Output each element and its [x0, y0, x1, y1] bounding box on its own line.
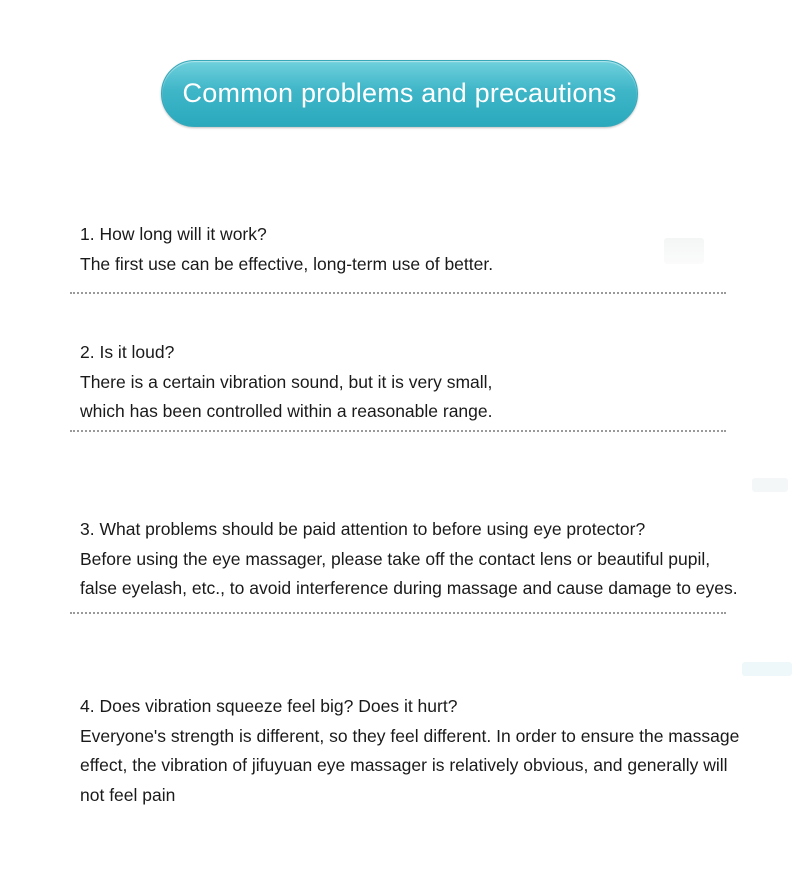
faq-question: 3. What problems should be paid attention to before using eye protector?: [80, 519, 646, 539]
faq-item-2: [80, 338, 780, 427]
faq-answer-line: not feel pain: [80, 784, 176, 805]
section-title: Common problems and precautions: [182, 78, 617, 108]
faq-item-3: [80, 515, 780, 604]
faq-answer-line: The first use can be effective, long-term use of better.: [80, 253, 494, 274]
faq-answer-line: false eyelash, etc., to avoid interference during massage and cause damage to eyes.: [80, 578, 738, 598]
faq-answer-line: Everyone's strength is different, so they feel different. In order to ensure the massage: [80, 725, 740, 746]
faq-item-4: [80, 692, 780, 810]
faq-answer-line: There is a certain vibration sound, but it is very small,: [80, 371, 493, 392]
faq-answer-line: which has been controlled within a reasonable range.: [80, 401, 493, 421]
faint-watermark-mark: [752, 478, 788, 492]
faq-question: 1. How long will it work?: [80, 224, 267, 244]
faq-question: 4. Does vibration squeeze feel big? Does it hurt?: [80, 696, 458, 716]
faq-item-1: [80, 220, 780, 279]
dotted-divider: [70, 292, 726, 294]
dotted-divider: [70, 612, 726, 614]
section-title-banner: [161, 60, 638, 127]
faint-watermark-mark: [742, 662, 792, 676]
faq-question: 2. Is it loud?: [80, 342, 175, 362]
faq-answer-line: Before using the eye massager, please take off the contact lens or beautiful pupil,: [80, 548, 711, 569]
faq-answer-line: effect, the vibration of jifuyuan eye massager is relatively obvious, and generally will: [80, 755, 728, 775]
dotted-divider: [70, 430, 726, 432]
